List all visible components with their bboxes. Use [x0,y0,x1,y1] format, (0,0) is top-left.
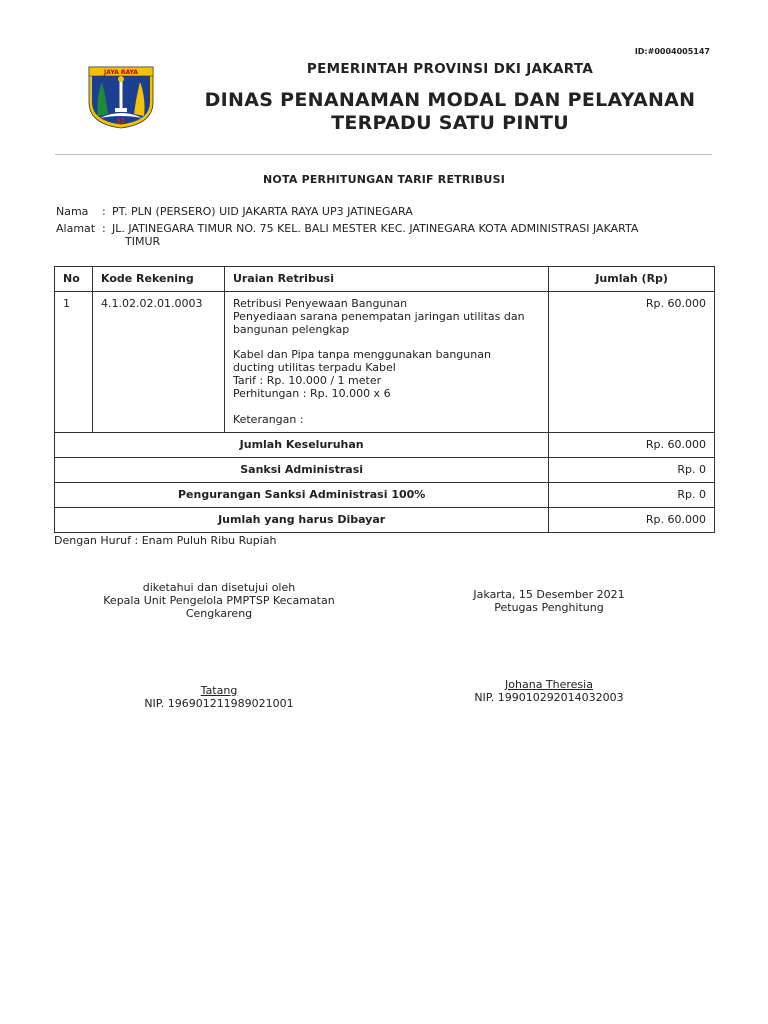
desc-line: ducting utilitas terpadu Kabel [232,361,396,375]
agency-name [0,89,768,135]
row-account-code: 4.1.02.02.01.0003 [92,292,224,433]
amount-due-value: Rp. 60.000 [549,508,715,533]
header-divider [55,154,712,155]
row-amount: Rp. 60.000 [549,292,715,433]
address-line1: JL. JATINEGARA TIMUR NO. 75 KEL. BALI MESTER KEC. JATINEGARA KOTA ADMINISTRASI JAKARTA [112,222,639,235]
desc-line: Perhitungan : Rp. 10.000 x 6 [232,386,391,400]
agency-name-line2: TERPADU SATU PINTU [331,112,569,134]
summary-row-sanction-reduction [55,483,715,508]
left-signatory [69,684,369,710]
right-signature-block [399,588,699,614]
left-sig-line2: Kepala Unit Pengelola PMPTSP Kecamatan [103,594,335,607]
header-amount: Jumlah (Rp) [549,267,715,292]
retribution-table [54,266,715,533]
name-value: PT. PLN (PERSERO) UID JAKARTA RAYA UP3 JATINEGARA [112,205,413,218]
total-value: Rp. 60.000 [549,433,715,458]
right-signatory-name: Johana Theresia [505,678,593,691]
address-line2: TIMUR [125,235,161,248]
right-signatory [399,678,699,704]
summary-row-sanction [55,458,715,483]
document-id: ID:#0004005147 [634,47,710,56]
right-sig-date: Jakarta, 15 Desember 2021 [473,588,625,601]
left-sig-line1: diketahui dan disetujui oleh [142,581,296,594]
summary-row-total [55,433,715,458]
summary-row-amount-due [55,508,715,533]
right-sig-role: Petugas Penghitung [494,601,604,614]
header-no: No [55,267,93,292]
logo-motto: JAYA RAYA [104,69,138,76]
row-description [224,292,548,433]
amount-in-words: Dengan Huruf : Enam Puluh Ribu Rupiah [54,534,277,547]
left-signatory-nip: NIP. 196901211989021001 [144,697,294,710]
address-value [112,222,638,248]
total-label: Jumlah Keseluruhan [55,433,549,458]
left-signatory-name: Tatang [200,684,238,697]
agency-name-line1: DINAS PENANAMAN MODAL DAN PELAYANAN [204,89,696,111]
name-separator: : [102,205,106,218]
row-no: 1 [55,292,93,433]
table-row [55,292,715,433]
name-label: Nama [56,205,89,218]
table-header-row [55,267,715,292]
desc-line: Keterangan : [232,412,304,426]
desc-line: Penyediaan sarana penempatan jaringan utilitas dan [232,309,525,323]
amount-due-label: Jumlah yang harus Dibayar [55,508,549,533]
desc-line: Kabel dan Pipa tanpa menggunakan bangunan [232,348,491,362]
sanction-reduction-label: Pengurangan Sanksi Administrasi 100% [55,483,549,508]
sanction-reduction-value: Rp. 0 [549,483,715,508]
desc-line: bangunan pelengkap [232,322,350,336]
government-name: PEMERINTAH PROVINSI DKI JAKARTA [306,61,594,77]
desc-spacer [233,401,540,414]
right-signatory-nip: NIP. 199010292014032003 [474,691,624,704]
left-sig-line3: Cengkareng [185,607,253,620]
address-label: Alamat [56,222,96,235]
desc-line: Tarif : Rp. 10.000 / 1 meter [232,373,382,387]
desc-line: Retribusi Penyewaan Bangunan [232,297,408,310]
logo-number: 52 [116,118,126,125]
document-title: NOTA PERHITUNGAN TARIF RETRIBUSI [263,173,505,186]
left-signature-block [69,581,369,620]
sanction-label: Sanksi Administrasi [55,458,549,483]
header-account-code: Kode Rekening [92,267,224,292]
sanction-value: Rp. 0 [549,458,715,483]
address-separator: : [102,222,106,235]
header-description: Uraian Retribusi [224,267,548,292]
